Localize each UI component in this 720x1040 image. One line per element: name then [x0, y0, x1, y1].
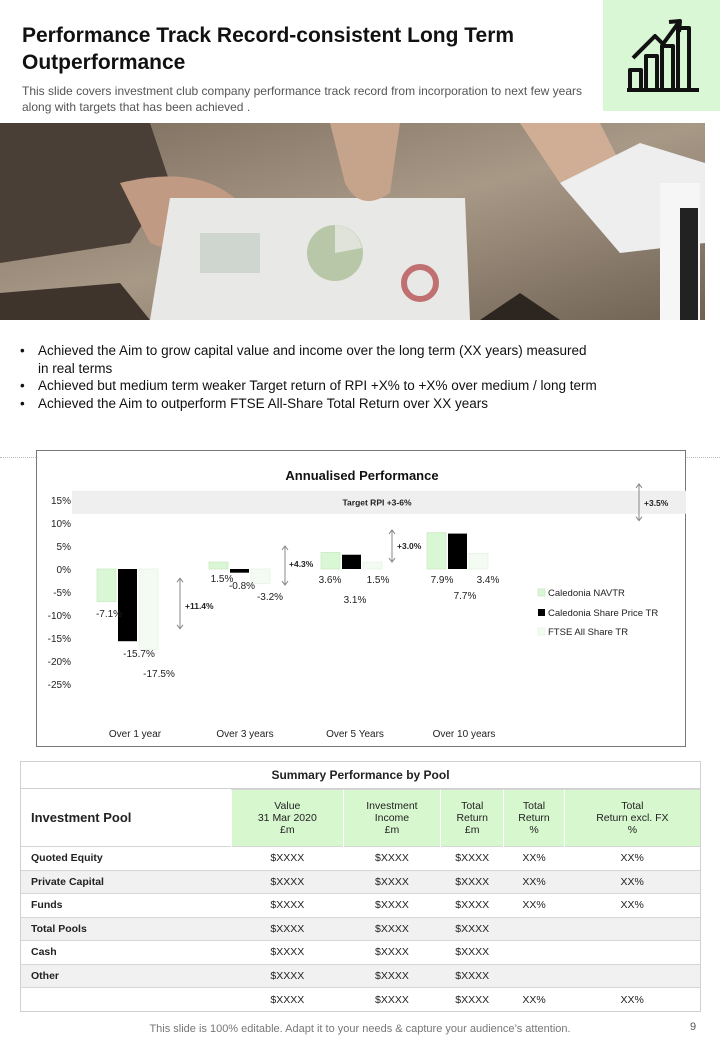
y-tick-label: -15% — [47, 634, 71, 645]
y-tick-label: 10% — [50, 519, 71, 530]
table-cell: $XXXX — [343, 847, 441, 871]
table-cell: $XXXX — [232, 964, 344, 988]
header-icon-panel — [603, 0, 720, 111]
table-cell: $XXXX — [441, 917, 504, 941]
bar — [97, 569, 116, 602]
data-label: -3.2% — [256, 592, 284, 603]
row-label: Other — [21, 964, 232, 988]
page-number: 9 — [690, 1021, 697, 1033]
table-cell: $XXXX — [343, 870, 441, 894]
y-tick-label: -20% — [47, 657, 71, 668]
table-cell: $XXXX — [343, 964, 441, 988]
table-cell: XX% — [564, 988, 700, 1012]
legend-label: Caledonia Share Price TR — [548, 608, 659, 619]
table-cell: $XXXX — [441, 870, 504, 894]
x-category-label: Over 10 years — [432, 729, 496, 740]
table-cell: $XXXX — [343, 988, 441, 1012]
table-row — [21, 894, 700, 918]
table-row — [21, 964, 700, 988]
column-header: Total Return excl. FX % — [564, 790, 700, 847]
data-label: -0.8% — [228, 581, 256, 592]
table-cell: $XXXX — [441, 847, 504, 871]
column-header: Value 31 Mar 2020 £m — [232, 790, 344, 847]
x-category-label: Over 3 years — [216, 729, 274, 740]
row-label — [21, 988, 232, 1012]
annotation-label: +3.5% — [644, 498, 669, 508]
table-cell: $XXXX — [232, 988, 344, 1012]
table-cell: $XXXX — [232, 870, 344, 894]
data-label: 7.9% — [430, 575, 454, 586]
legend-swatch — [538, 609, 545, 616]
row-label: Quoted Equity — [21, 847, 232, 871]
table-cell: $XXXX — [232, 917, 344, 941]
table-row — [21, 847, 700, 871]
table-row — [21, 941, 700, 965]
row-label: Total Pools — [21, 917, 232, 941]
column-header: Investment Income £m — [343, 790, 441, 847]
bar — [448, 534, 467, 569]
table-cell — [564, 964, 700, 988]
bar — [118, 569, 137, 641]
y-tick-label: -25% — [47, 680, 71, 691]
table-cell — [504, 964, 565, 988]
table-cell: $XXXX — [441, 988, 504, 1012]
table-cell: XX% — [504, 988, 565, 1012]
page-subtitle: This slide covers investment club company performance track record from incorporation to next few years along with targets that has been achieved . — [22, 84, 582, 114]
bar — [230, 569, 249, 573]
table-cell: XX% — [564, 894, 700, 918]
y-tick-label: 5% — [56, 542, 71, 553]
bar — [139, 569, 158, 650]
table-cell: XX% — [564, 847, 700, 871]
column-header: Total Return £m — [441, 790, 504, 847]
y-tick-label: 0% — [56, 565, 71, 576]
annotation-label: +3.0% — [397, 541, 422, 551]
row-label: Private Capital — [21, 870, 232, 894]
table-cell: XX% — [564, 870, 700, 894]
achievement-item: • Achieved the Aim to outperform FTSE All-Share Total Return over XX years — [20, 395, 600, 413]
pool-table — [21, 789, 700, 1011]
table-cell: XX% — [504, 847, 565, 871]
y-tick-label: -5% — [53, 588, 71, 599]
bar — [469, 553, 488, 569]
table-cell: $XXXX — [441, 941, 504, 965]
x-category-label: Over 5 Years — [326, 729, 384, 740]
achievement-item: • Achieved the Aim to grow capital value and income over the long term (XX years) measured in real terms — [20, 342, 600, 377]
table-cell: $XXXX — [441, 894, 504, 918]
data-label: 1.5% — [366, 575, 390, 586]
table-cell — [564, 941, 700, 965]
data-label: -17.5% — [143, 669, 175, 680]
table-cell: $XXXX — [343, 941, 441, 965]
table-cell: $XXXX — [343, 894, 441, 918]
y-tick-label: -10% — [47, 611, 71, 622]
bar — [427, 533, 446, 569]
table-cell — [504, 917, 565, 941]
footer-note: This slide is 100% editable. Adapt it to your needs & capture your audience’s attention. — [149, 1023, 571, 1035]
data-label: 1.5% — [210, 574, 234, 585]
x-category-label: Over 1 year — [108, 729, 162, 740]
summary-title: Summary Performance by Pool — [21, 762, 700, 789]
business-meeting-photo — [0, 123, 705, 320]
annotation-label: +4.3% — [289, 559, 314, 569]
table-cell: $XXXX — [441, 964, 504, 988]
row-label: Cash — [21, 941, 232, 965]
table-row — [21, 988, 700, 1012]
table-cell: $XXXX — [343, 917, 441, 941]
pool-column-header: Investment Pool — [21, 790, 232, 847]
bar — [363, 562, 382, 569]
chart-title: Annualised Performance — [285, 468, 439, 483]
summary-performance-table — [20, 761, 701, 1012]
legend-swatch — [538, 628, 545, 635]
legend-label: Caledonia NAVTR — [548, 588, 625, 599]
hero-image — [0, 123, 705, 320]
table-cell: XX% — [504, 894, 565, 918]
achievement-item: • Achieved but medium term weaker Target return of RPI +X% to +X% over medium / long term — [20, 377, 600, 395]
target-band-label: Target RPI +3-6% — [342, 497, 412, 508]
achievement-list — [20, 342, 600, 412]
chart-canvas — [37, 451, 687, 748]
legend-label: FTSE All Share TR — [548, 627, 629, 638]
annotation-label: +11.4% — [185, 601, 214, 611]
data-label: 3.4% — [476, 575, 500, 586]
data-label: 7.7% — [453, 591, 477, 602]
column-header: Total Return % — [504, 790, 565, 847]
table-cell: $XXXX — [232, 941, 344, 965]
data-label: -15.7% — [123, 649, 155, 660]
data-label: 3.6% — [318, 575, 342, 586]
table-cell: XX% — [504, 870, 565, 894]
annualised-performance-chart — [36, 450, 686, 747]
legend-swatch — [538, 589, 545, 596]
y-tick-label: 15% — [50, 496, 71, 507]
table-row — [21, 870, 700, 894]
data-label: 3.1% — [343, 595, 367, 606]
table-cell: $XXXX — [232, 894, 344, 918]
row-label: Funds — [21, 894, 232, 918]
bar — [342, 555, 361, 569]
bar — [209, 562, 228, 569]
table-cell — [564, 917, 700, 941]
data-label: -7.1% — [95, 609, 123, 620]
bar-chart-growth-icon — [603, 0, 720, 111]
bar — [321, 552, 340, 569]
table-row — [21, 917, 700, 941]
page-title: Performance Track Record-consistent Long Term Outperformance — [22, 24, 515, 74]
table-cell — [504, 941, 565, 965]
table-cell: $XXXX — [232, 847, 344, 871]
